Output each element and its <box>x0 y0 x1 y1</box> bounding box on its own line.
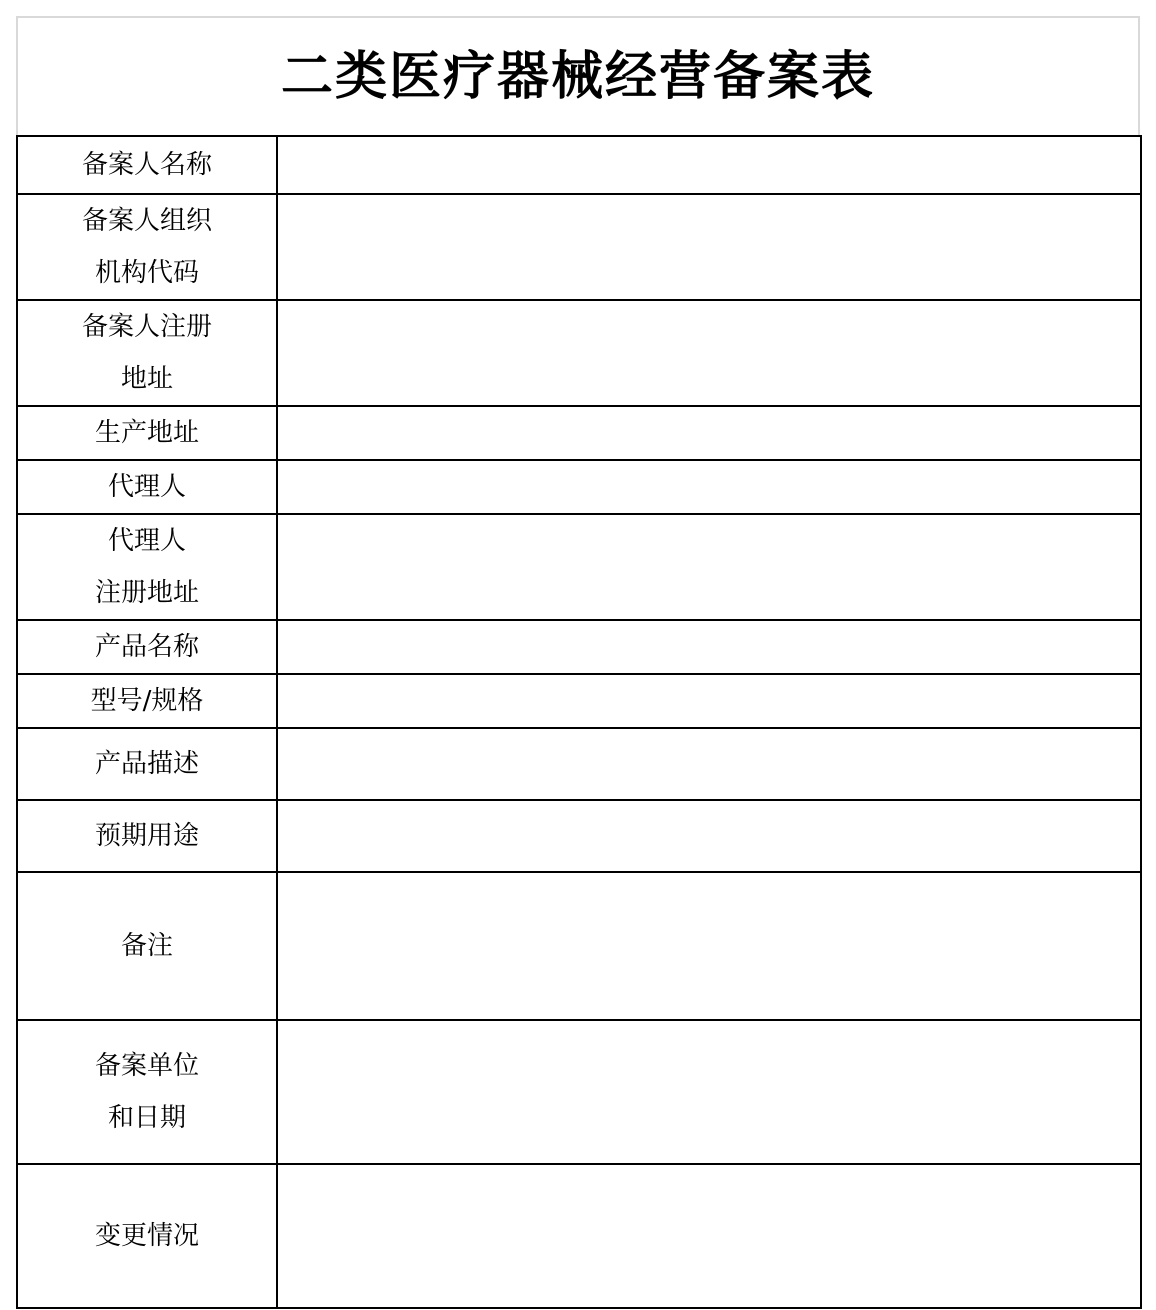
field-label-changes: 变更情况 <box>17 1164 277 1308</box>
field-label-filing-unit-date: 备案单位 和日期 <box>17 1020 277 1164</box>
field-value-model-spec[interactable] <box>277 674 1141 728</box>
field-value-agent-address[interactable] <box>277 514 1141 620</box>
form-title-bar <box>16 16 1140 136</box>
field-value-filing-unit-date[interactable] <box>277 1020 1141 1164</box>
form-row-remarks <box>17 872 1141 1020</box>
form-row-changes <box>17 1164 1141 1308</box>
field-value-intended-use[interactable] <box>277 800 1141 872</box>
field-label-org-code: 备案人组织 机构代码 <box>17 194 277 300</box>
form-row-production-address <box>17 406 1141 460</box>
field-label-model-spec: 型号/规格 <box>17 674 277 728</box>
form-row-org-code <box>17 194 1141 300</box>
form-row-agent-address <box>17 514 1141 620</box>
field-label-agent-address: 代理人 注册地址 <box>17 514 277 620</box>
field-label-registered-address: 备案人注册 地址 <box>17 300 277 406</box>
form-row-filer-name <box>17 136 1141 194</box>
field-label-agent: 代理人 <box>17 460 277 514</box>
field-value-changes[interactable] <box>277 1164 1141 1308</box>
field-value-agent[interactable] <box>277 460 1141 514</box>
form-row-intended-use <box>17 800 1141 872</box>
filing-form-sheet <box>16 16 1140 1295</box>
form-row-product-description <box>17 728 1141 800</box>
field-value-registered-address[interactable] <box>277 300 1141 406</box>
form-row-registered-address <box>17 300 1141 406</box>
form-row-product-name <box>17 620 1141 674</box>
form-row-model-spec <box>17 674 1141 728</box>
field-label-intended-use: 预期用途 <box>17 800 277 872</box>
field-value-org-code[interactable] <box>277 194 1141 300</box>
field-value-production-address[interactable] <box>277 406 1141 460</box>
field-label-product-description: 产品描述 <box>17 728 277 800</box>
form-title: 二类医疗器械经营备案表 <box>280 47 875 107</box>
field-value-product-description[interactable] <box>277 728 1141 800</box>
field-value-product-name[interactable] <box>277 620 1141 674</box>
field-label-production-address: 生产地址 <box>17 406 277 460</box>
filing-form-table <box>16 135 1142 1309</box>
field-label-filer-name: 备案人名称 <box>17 136 277 194</box>
field-value-remarks[interactable] <box>277 872 1141 1020</box>
field-label-remarks: 备注 <box>17 872 277 1020</box>
field-value-filer-name[interactable] <box>277 136 1141 194</box>
form-row-filing-unit-date <box>17 1020 1141 1164</box>
field-label-product-name: 产品名称 <box>17 620 277 674</box>
form-row-agent <box>17 460 1141 514</box>
